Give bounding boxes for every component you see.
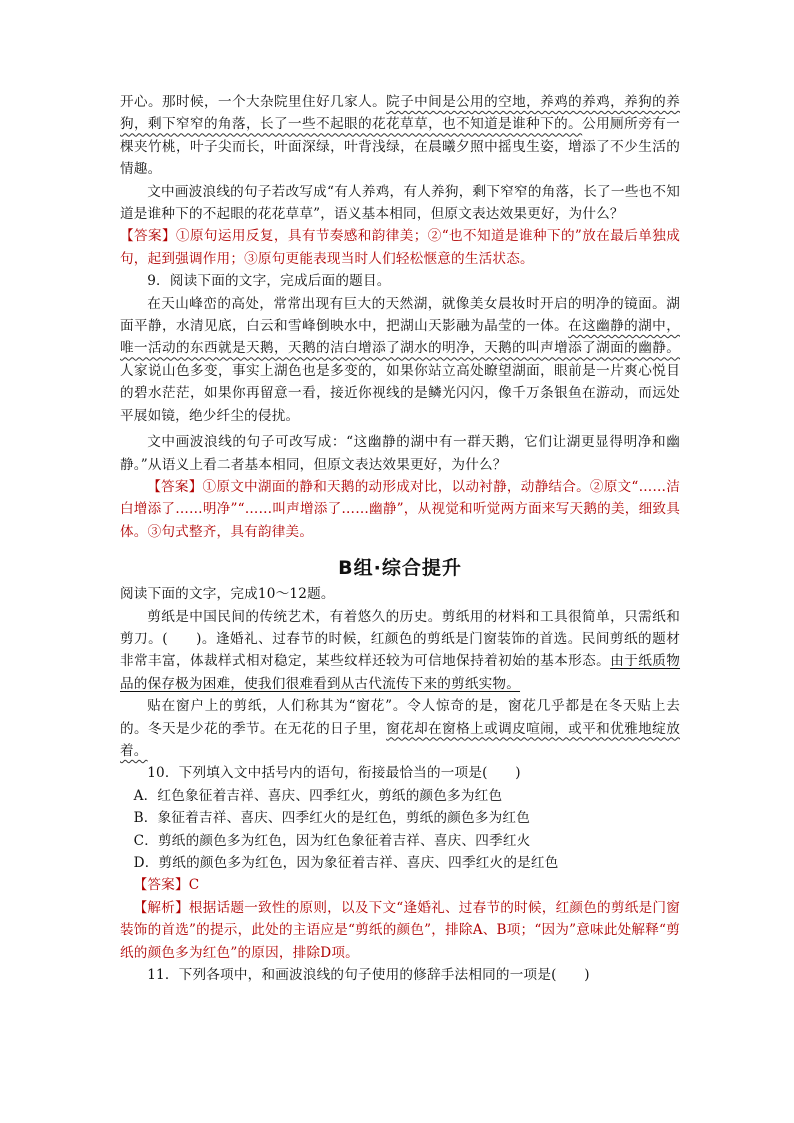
q9-answer-label: 【答案】	[147, 478, 203, 495]
passage1-line1: 开心。那时候，一个大杂院里住好几家人。	[120, 94, 387, 110]
passage1-wavy-sentence: 院子中间是公用的空地，养鸡的养鸡，养狗的养狗，剩下窄窄的角落，长了一些不起眼的花花草草，也不知道是谁种下的。	[120, 94, 680, 133]
document-page	[120, 91, 680, 986]
q9-passage	[120, 293, 680, 427]
q10-analysis-label: 【解析】	[133, 899, 189, 916]
q8-question: 文中画波浪线的句子若改写成“有人养鸡，有人养狗，剩下窄窄的角落，长了一些也不知道是谁种下的不起眼的花花草草”，语义基本相同，但原文表达效果更好，为什么？	[120, 183, 680, 223]
q9-passage-wavy-sentence: 在这幽静的湖中，唯一活动的东西就是天鹅，天鹅的洁白增添了湖水的明净，天鹅的叫声增添了湖面的幽静。	[120, 318, 680, 357]
q10-analysis	[120, 897, 680, 964]
q10-answer	[120, 874, 680, 896]
q9-passage-start: 在天山峰峦的高处，常常出现有巨大的天然湖，就像美女晨妆时开启的明净的镜面。湖面平静，水清见底，白云和雪峰倒映水中，把湖山天影融为晶莹的一体。	[120, 295, 680, 335]
q10-option-b: B．象征着吉祥、喜庆、四季红火的是红色，剪纸的颜色多为红色	[133, 810, 531, 827]
q8-answer-label: 【答案】	[120, 228, 176, 245]
passage1-rest: 公用厕所旁有一棵夹竹桃，叶子尖而长，叶面深绿，叶背浅绿，在晨曦夕照中摇曳生姿，增添了不少生活的情趣。	[120, 116, 680, 178]
section-b-para1	[120, 606, 680, 696]
q9-answer	[120, 476, 680, 543]
q10-analysis-text: 根据话题一致性的原则，以及下文“逢婚礼、过春节的时候，红颜色的剪纸是门窗装饰的首选”的提示，此处的主语应是“剪纸的颜色”，排除A、B项；“因为”意味此处解释“剪纸的颜色多为红色”的原因，排除D项。	[120, 899, 680, 961]
q10-answer-label: 【答案】	[133, 877, 189, 894]
q10-option-a: A．红色象征着吉祥、喜庆、四季红火，剪纸的颜色多为红色	[133, 787, 503, 804]
q9-question: 文中画波浪线的句子可改写成：“这幽静的湖中有一群天鹅，它们让湖更显得明净和幽静。”从语义上看二者基本相同，但原文表达效果更好，为什么？	[120, 434, 680, 473]
q8-answer-text: ①原句运用反复，具有节奏感和韵律美；②“也不知道是谁种下的”放在最后单独成句，起到强调作用；③原句更能表现当时人们轻松惬意的生活状态。	[120, 228, 680, 267]
q10-answer-text: C	[188, 877, 200, 894]
section-b-para1-underlined-sentence: 由于纸质物品的保存极为困难，使我们很难看到从古代流传下来的剪纸实物。	[120, 653, 681, 692]
q10-option-d: D．剪纸的颜色多为红色，因为象征着吉祥、喜庆、四季红火的是红色	[133, 855, 559, 871]
passage1-paragraph	[120, 91, 680, 181]
q9-answer-text: ①原文中湖面的静和天鹅的动形成对比，以动衬静，动静结合。②原文“……洁白增添了……明净”“……叫声增添了……幽静”，从视觉和听觉两方面来写天鹅的美，细致具体。③句式整齐，具有韵律美。	[120, 478, 680, 540]
section-b-para1-start: 剪纸是中国民间的传统艺术，有着悠久的历史。剪纸用的材料和工具很简单，只需纸和剪刀。( )。逢婚礼、过春节的时候，红颜色的剪纸是门窗装饰的首选。民间剪纸的题材非常丰富，体裁样式相对稳定，某些纹样还较为可信地保持着初始的基本形态。	[120, 608, 680, 670]
section-b-para2	[120, 695, 680, 762]
q9-number-line: 9．阅读下面的文字，完成后面的题目。	[147, 273, 391, 290]
section-b-para2-wavy-sentence: 窗花却在窗格上或调皮喧闹，或平和优雅地绽放着。	[120, 720, 680, 759]
q10-option-c: C．剪纸的颜色多为红色，因为红色象征着吉祥、喜庆、四季红火	[133, 832, 531, 849]
q10-question: 10．下列填入文中括号内的语句，衔接最恰当的一项是( )	[147, 765, 521, 782]
q8-answer	[120, 225, 680, 270]
q9-passage-end: 人家说山色多变，事实上湖色也是多变的，如果你站立高处瞭望湖面，眼前是一片爽心悦目的碧水茫茫，如果你再留意一看，接近你视线的是鳞光闪闪，像千万条银鱼在游动，而远处平展如镜，绝少纤尘的侵扰。	[120, 362, 680, 424]
q11-question: 11．下列各项中，和画波浪线的句子使用的修辞手法相同的一项是( )	[147, 967, 590, 984]
section-b-intro: 阅读下面的文字，完成10～12题。	[120, 586, 335, 603]
section-b-title: B组·综合提升	[338, 557, 462, 580]
section-b-para2-start: 贴在窗户上的剪纸，人们称其为“窗花”。令人惊奇的是，窗花几乎都是在冬天贴上去的。冬天是少花的季节。在无花的日子里，	[120, 698, 680, 737]
